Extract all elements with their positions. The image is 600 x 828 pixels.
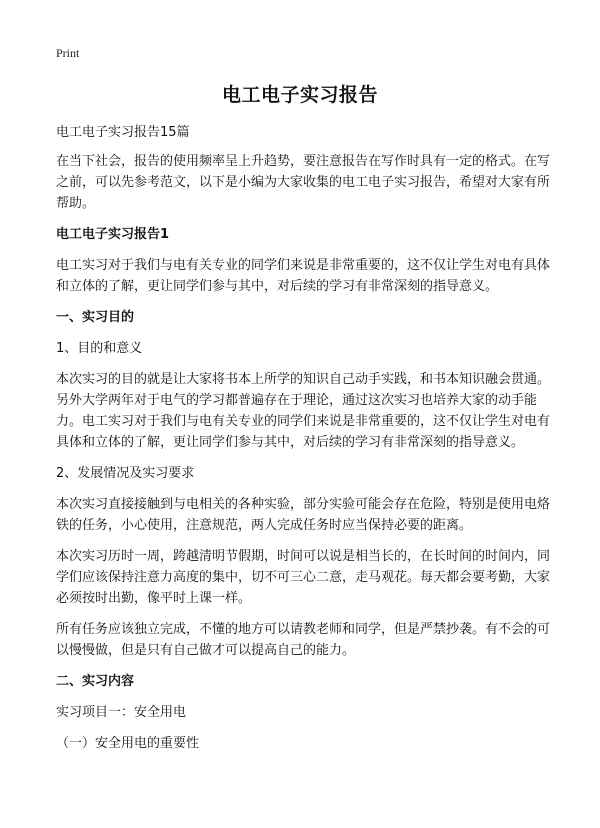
intro-paragraph: 在当下社会，报告的使用频率呈上升趋势，要注意报告在写作时具有一定的格式。在写之前，可以先参考范文，以下是小编为大家收集的电工电子实习报告，希望对大家有所帮助。 <box>56 154 551 211</box>
subheading-requirements: 2、发展情况及实习要求 <box>56 466 195 481</box>
paragraph-purpose: 本次实习的目的就是让大家将书本上所学的知识自己动手实践，和书本知识融会贯通。另外大学两年对于电气的学习都普遍存在于理论，通过这次实习也培养大家的动手能力。电工实习对于我们与电有关专业的同学们来说是非常重要的，这不仅让学生对电有具体和立体的了解，更让同学们参与其中，对后续的学习有非常深刻的指导意义。 <box>56 372 551 450</box>
paragraph-requirements-3: 所有任务应该独立完成，不懂的地方可以请教老师和同学，但是严禁抄袭。有不会的可以慢慢做，但是只有自己做才可以提高自己的能力。 <box>56 622 551 658</box>
heading-content: 二、实习内容 <box>56 674 135 689</box>
page-title: 电工电子实习报告 <box>221 84 378 106</box>
item-safety-importance: （一）安全用电的重要性 <box>56 736 200 751</box>
print-label: Print <box>56 46 80 60</box>
project-one-label: 实习项目一：安全用电 <box>56 705 187 720</box>
heading-purpose: 一、实习目的 <box>56 310 135 325</box>
subheading-purpose-meaning: 1、目的和意义 <box>56 341 143 356</box>
document-body <box>56 122 552 764</box>
paragraph-requirements-2: 本次实习历时一周，跨越清明节假期，时间可以说是相当长的，在长时间的时间内，同学们应该保持注意力高度的集中，切不可三心二意，走马观花。每天都会要考勤，大家必须按时出勤，像平时上课一样。 <box>56 549 551 606</box>
document-subtitle: 电工电子实习报告15篇 <box>56 125 190 140</box>
section-paragraph: 电工实习对于我们与电有关专业的同学们来说是非常重要的，这不仅让学生对电有具体和立体的了解，更让同学们参与其中，对后续的学习有非常深刻的指导意义。 <box>56 258 551 294</box>
section-title: 电工电子实习报告1 <box>56 227 170 242</box>
paragraph-requirements-1: 本次实习直接接触到与电相关的各种实验，部分实验可能会存在危险，特别是使用电烙铁的任务，小心使用，注意规范，两人完成任务时应当保持必要的距离。 <box>56 497 551 533</box>
